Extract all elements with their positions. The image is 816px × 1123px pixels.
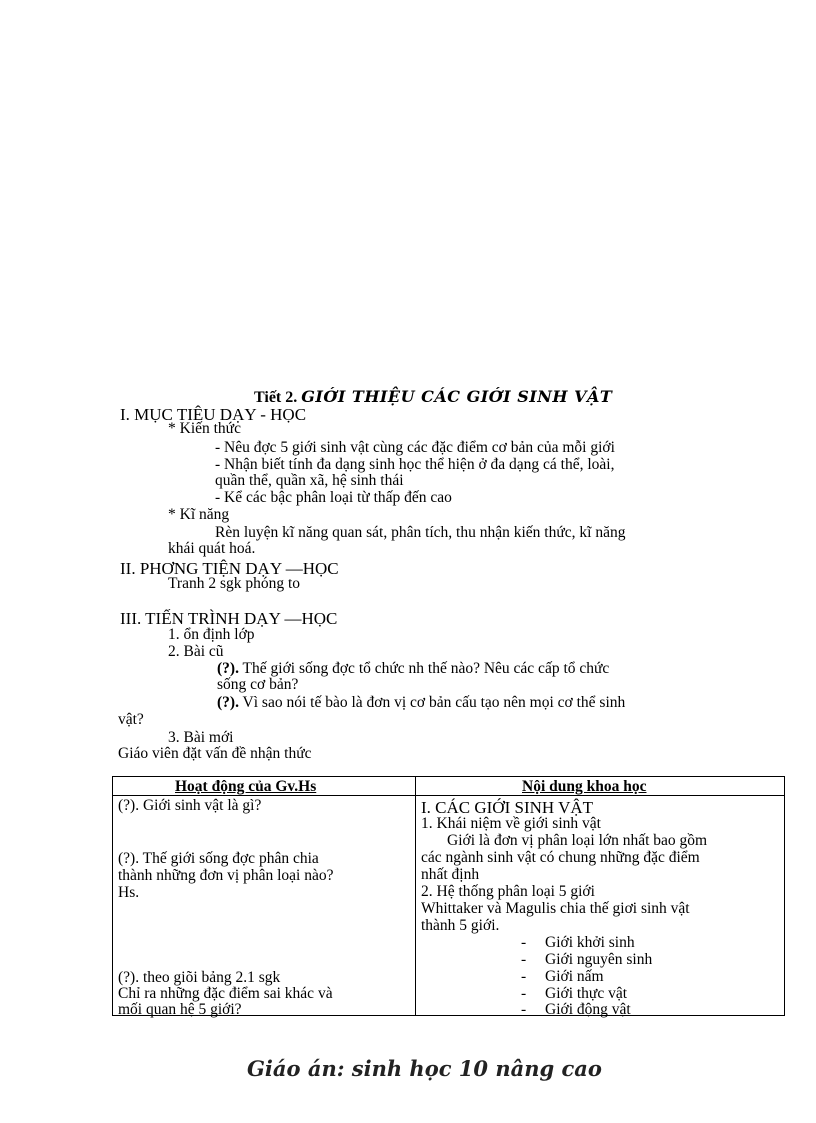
question-1-cont: sống cơ bản?	[217, 676, 299, 693]
left-question-2-answer: Hs.	[118, 884, 140, 901]
kingdom-item: - Giới nguyên sinh	[521, 951, 653, 968]
table-header-rule	[113, 795, 784, 796]
right-definition-cont: nhất định	[421, 866, 480, 883]
question-2	[217, 695, 625, 711]
lesson-title-text: GIỚI THIỆU CÁC GIỚI SINH VẬT	[301, 387, 613, 406]
left-question-1: (?). Giới sinh vật là gì?	[118, 797, 262, 814]
left-question-3: (?). theo giõi bảng 2.1 sgk	[118, 969, 281, 986]
page-footer: Giáo án: sinh học 10 nâng cao	[247, 1056, 602, 1081]
skill-line: khái quát hoá.	[168, 540, 256, 557]
question-1	[217, 661, 609, 677]
left-question-3-cont: Chỉ ra những đặc điểm sai khác và	[118, 985, 333, 1002]
kingdom-item: - Giới nấm	[521, 968, 604, 985]
kingdom-item: - Giới động vật	[521, 1001, 631, 1018]
lesson-table	[112, 776, 785, 1016]
question-mark: (?).	[217, 694, 239, 711]
knowledge-item: - Nhận biết tính đa dạng sinh học thể hiện ở đa dạng cá thể, loài,	[215, 456, 615, 473]
question-2-cont: vật?	[118, 711, 144, 728]
kingdom-item: - Giới khởi sinh	[521, 934, 635, 951]
question-mark: (?).	[217, 660, 239, 677]
skill-label: * Kĩ năng	[168, 506, 230, 523]
right-subheading-1: 1. Khái niệm về giới sinh vật	[421, 815, 601, 832]
knowledge-item: quần thể, quần xã, hệ sinh thái	[215, 472, 404, 489]
table-divider	[415, 777, 416, 1015]
knowledge-item: - Nêu đợc 5 giới sinh vật cùng các đặc điểm cơ bản của mỗi giới	[215, 439, 615, 456]
right-definition-cont: các ngành sinh vật có chung những đặc điểm	[421, 849, 700, 866]
right-subheading-2: 2. Hệ thống phân loại 5 giới	[421, 883, 595, 900]
section1-heading: I. MỤC TIÊU DẠY - HỌC	[120, 405, 307, 424]
question-text: Vì sao nói tế bào là đơn vị cơ bản cấu tạo nên mọi cơ thể sinh	[238, 694, 626, 711]
step-3: 3. Bài mới	[168, 729, 234, 746]
step-2: 2. Bài cũ	[168, 643, 224, 660]
right-heading: I. CÁC GIỚI SINH VẬT	[421, 798, 594, 817]
section3-heading: III. TIẾN TRÌNH DẠY —HỌC	[120, 609, 338, 628]
right-definition: Giới là đơn vị phân loại lớn nhất bao gồm	[447, 832, 708, 849]
knowledge-label: * Kiến thức	[168, 420, 241, 437]
step-1: 1. ổn định lớp	[168, 626, 255, 643]
right-whittaker: Whittaker và Magulis chia thế giơi sinh vật	[421, 900, 690, 917]
left-column-header: Hoạt động của Gv.Hs	[175, 778, 317, 795]
left-question-2: (?). Thế giới sống đợc phân chia	[118, 850, 319, 867]
intro-line: Giáo viên đặt vấn đề nhận thức	[118, 745, 312, 762]
question-text: Thế giới sống đợc tổ chức nh thế nào? Nêu các cấp tổ chức	[238, 660, 610, 677]
left-question-3-cont: mối quan hệ 5 giới?	[118, 1001, 242, 1018]
knowledge-item: - Kể các bậc phân loại từ thấp đến cao	[215, 489, 452, 506]
right-column-header: Nội dung khoa học	[522, 778, 647, 795]
section2-heading: II. PHƠNG TIỆN DẠY —HỌC	[120, 559, 339, 578]
skill-line: Rèn luyện kĩ năng quan sát, phân tích, thu nhận kiến thức, kĩ năng	[215, 524, 626, 541]
right-whittaker-cont: thành 5 giới.	[421, 917, 500, 934]
lesson-prefix: Tiết 2.	[254, 389, 298, 406]
section2-line: Tranh 2 sgk phóng to	[168, 575, 301, 592]
lesson-title	[254, 389, 612, 406]
kingdom-item: - Giới thực vật	[521, 985, 628, 1002]
left-question-2-cont: thành những đơn vị phân loại nào?	[118, 867, 334, 884]
